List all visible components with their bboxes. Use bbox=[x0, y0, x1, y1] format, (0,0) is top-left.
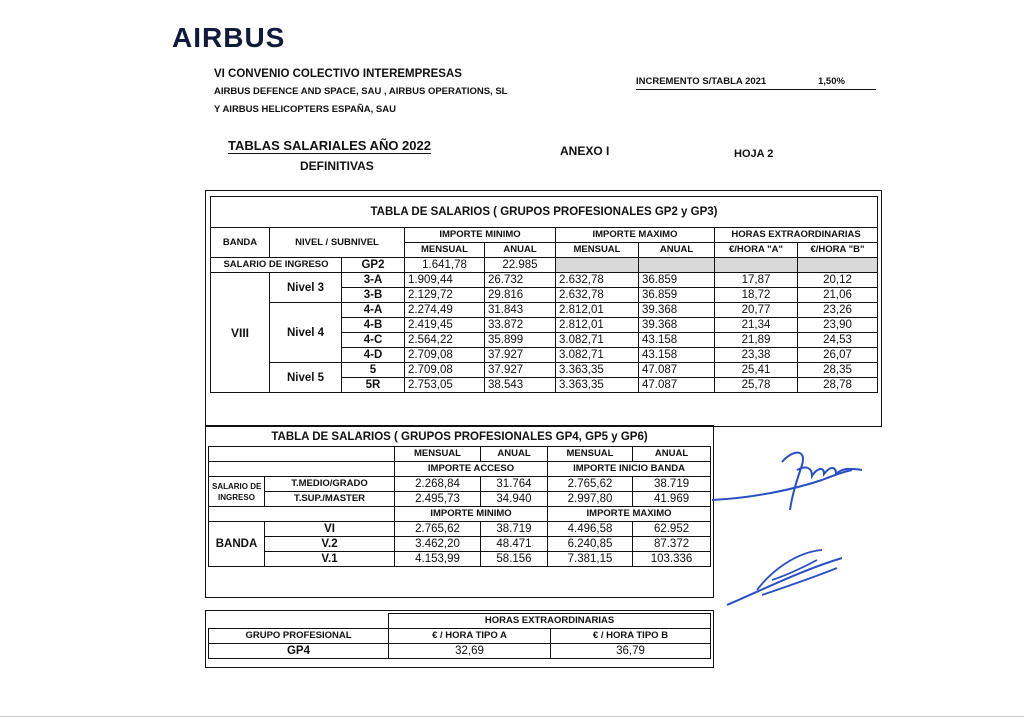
inicio-anual: 41.969 bbox=[633, 492, 711, 507]
page-subtitle: DEFINITIVAS bbox=[300, 159, 374, 173]
inicio-header: IMPORTE INICIO BANDA bbox=[548, 462, 711, 477]
tipo-b-header: € / HORA TIPO B bbox=[551, 629, 711, 644]
max-anual: 43.158 bbox=[639, 348, 715, 363]
ingreso-anual: 22.985 bbox=[485, 258, 556, 273]
table-row bbox=[209, 552, 711, 567]
subnivel: 5R bbox=[342, 378, 405, 393]
col-banda-header: BANDA bbox=[211, 228, 270, 258]
header-line2: AIRBUS DEFENCE AND SPACE, SAU , AIRBUS OPERATIONS, SL bbox=[214, 86, 508, 97]
max-mensual: 4.496,58 bbox=[548, 522, 633, 537]
blank-cell bbox=[209, 462, 395, 477]
banda-viii: VIII bbox=[211, 273, 270, 393]
min-anual: 58.156 bbox=[481, 552, 548, 567]
shaded-cell bbox=[639, 258, 715, 273]
mensual-header: MENSUAL bbox=[548, 447, 633, 462]
acceso-mensual: 2.268,84 bbox=[395, 477, 481, 492]
hora-b: 26,07 bbox=[798, 348, 878, 363]
banda-row-label: VI bbox=[265, 522, 395, 537]
increment-label: INCREMENTO S/TABLA 2021 bbox=[636, 76, 767, 87]
max-mensual: 3.363,35 bbox=[556, 378, 639, 393]
page-title: TABLAS SALARIALES AÑO 2022 bbox=[228, 138, 431, 153]
subnivel: 4-D bbox=[342, 348, 405, 363]
max-anual: 39.368 bbox=[639, 318, 715, 333]
min-anual: 38.543 bbox=[485, 378, 556, 393]
min-anual: 33.872 bbox=[485, 318, 556, 333]
banda-label: BANDA bbox=[209, 522, 265, 567]
anual-header: ANUAL bbox=[481, 447, 548, 462]
min-anual: 48.471 bbox=[481, 537, 548, 552]
blank-cell bbox=[209, 447, 395, 462]
max-anual: 103.336 bbox=[633, 552, 711, 567]
max-mensual: 3.082,71 bbox=[556, 348, 639, 363]
nivel-3-label: Nivel 3 bbox=[270, 273, 342, 303]
hora-a: 21,89 bbox=[715, 333, 798, 348]
inicio-mensual: 2.997,80 bbox=[548, 492, 633, 507]
max-mensual: 2.812,01 bbox=[556, 303, 639, 318]
max-mensual: 2.632,78 bbox=[556, 273, 639, 288]
max-anual: 47.087 bbox=[639, 378, 715, 393]
airbus-logo: AIRBUS bbox=[172, 22, 286, 53]
min-anual: 26.732 bbox=[485, 273, 556, 288]
tipo-a-header: € / HORA TIPO A bbox=[389, 629, 551, 644]
min-mensual: 2.274,49 bbox=[405, 303, 485, 318]
inicio-anual: 38.719 bbox=[633, 477, 711, 492]
header-line3: Y AIRBUS HELICOPTERS ESPAÑA, SAU bbox=[214, 104, 396, 115]
table-row bbox=[209, 522, 711, 537]
hora-b: 28,35 bbox=[798, 363, 878, 378]
maximo-header: IMPORTE MAXIMO bbox=[548, 507, 711, 522]
max-anual: 36.859 bbox=[639, 288, 715, 303]
grupo-header: GRUPO PROFESIONAL bbox=[209, 629, 389, 644]
hora-a: 18,72 bbox=[715, 288, 798, 303]
acceso-mensual: 2.495,73 bbox=[395, 492, 481, 507]
ingreso-label: SALARIO DE INGRESO bbox=[211, 258, 342, 273]
min-anual: 35.899 bbox=[485, 333, 556, 348]
min-mensual: 2.129,72 bbox=[405, 288, 485, 303]
min-anual: 31.843 bbox=[485, 303, 556, 318]
min-mensual: 2.709,08 bbox=[405, 348, 485, 363]
col-max-header: IMPORTE MAXIMO bbox=[556, 228, 715, 243]
overtime-table-gp4 bbox=[208, 613, 711, 659]
min-mensual: 2.564,22 bbox=[405, 333, 485, 348]
col-min-header: IMPORTE MINIMO bbox=[405, 228, 556, 243]
col-nivel-header: NIVEL / SUBNIVEL bbox=[270, 228, 405, 258]
max-mensual: 2.632,78 bbox=[556, 288, 639, 303]
salary-table-gp2-gp3 bbox=[210, 196, 878, 393]
inicio-mensual: 2.765,62 bbox=[548, 477, 633, 492]
sheet-label: HOJA 2 bbox=[734, 148, 774, 160]
table-row bbox=[209, 492, 711, 507]
hora-a-header: €/HORA "A" bbox=[715, 243, 798, 258]
ingreso-label-line2: INGRESO bbox=[218, 492, 255, 502]
subnivel: 4-B bbox=[342, 318, 405, 333]
ingreso-row-label: T.MEDIO/GRADO bbox=[265, 477, 395, 492]
banda-row-label: V.1 bbox=[265, 552, 395, 567]
min-mensual: 2.765,62 bbox=[395, 522, 481, 537]
ingreso-label-line1: SALARIO DE bbox=[212, 481, 262, 491]
min-mensual: 1.909,44 bbox=[405, 273, 485, 288]
salary-table-gp4-gp6 bbox=[208, 428, 711, 567]
hora-b: 24,53 bbox=[798, 333, 878, 348]
hora-a: 17,87 bbox=[715, 273, 798, 288]
min-mensual: 4.153,99 bbox=[395, 552, 481, 567]
min-anual: 37.927 bbox=[485, 363, 556, 378]
hora-b: 21,06 bbox=[798, 288, 878, 303]
increment-line bbox=[636, 76, 876, 90]
hora-b-header: €/HORA "B" bbox=[798, 243, 878, 258]
hora-a: 23,38 bbox=[715, 348, 798, 363]
nivel-5-label: Nivel 5 bbox=[270, 363, 342, 393]
increment-value: 1,50% bbox=[818, 76, 845, 87]
subnivel: 3-B bbox=[342, 288, 405, 303]
min-mensual: 3.462,20 bbox=[395, 537, 481, 552]
max-anual: 43.158 bbox=[639, 333, 715, 348]
hora-a: 25,78 bbox=[715, 378, 798, 393]
table-row bbox=[209, 537, 711, 552]
max-anual: 47.087 bbox=[639, 363, 715, 378]
min-anual: 38.719 bbox=[481, 522, 548, 537]
hora-a: 21,34 bbox=[715, 318, 798, 333]
shaded-cell bbox=[556, 258, 639, 273]
ingreso-label bbox=[209, 477, 265, 507]
max-mensual: 6.240,85 bbox=[548, 537, 633, 552]
subnivel: 3-A bbox=[342, 273, 405, 288]
table-row bbox=[211, 273, 878, 288]
grupo-value: GP4 bbox=[209, 644, 389, 659]
max-mensual: 7.381,15 bbox=[548, 552, 633, 567]
max-anual-header: ANUAL bbox=[639, 243, 715, 258]
ingreso-mensual: 1.641,78 bbox=[405, 258, 485, 273]
shaded-cell bbox=[715, 258, 798, 273]
max-anual: 87.372 bbox=[633, 537, 711, 552]
min-anual: 29.816 bbox=[485, 288, 556, 303]
subnivel: 5 bbox=[342, 363, 405, 378]
horas-header: HORAS EXTRAORDINARIAS bbox=[389, 614, 711, 629]
hora-b: 28,78 bbox=[798, 378, 878, 393]
table-row bbox=[209, 477, 711, 492]
min-mensual-header: MENSUAL bbox=[405, 243, 485, 258]
annex-label: ANEXO I bbox=[560, 144, 610, 158]
ingreso-code: GP2 bbox=[342, 258, 405, 273]
banda-row-label: V.2 bbox=[265, 537, 395, 552]
blank-cell bbox=[209, 614, 389, 629]
tipo-b-value: 36,79 bbox=[551, 644, 711, 659]
blank-cell bbox=[209, 507, 395, 522]
header-line1: VI CONVENIO COLECTIVO INTEREMPRESAS bbox=[214, 68, 462, 80]
hora-b: 20,12 bbox=[798, 273, 878, 288]
max-anual: 36.859 bbox=[639, 273, 715, 288]
table2-title: TABLA DE SALARIOS ( GRUPOS PROFESIONALES GP4, GP5 y GP6) bbox=[209, 428, 711, 447]
min-anual-header: ANUAL bbox=[485, 243, 556, 258]
min-mensual: 2.753,05 bbox=[405, 378, 485, 393]
shaded-cell bbox=[798, 258, 878, 273]
subnivel: 4-A bbox=[342, 303, 405, 318]
col-horas-header: HORAS EXTRAORDINARIAS bbox=[715, 228, 878, 243]
max-mensual: 2.812,01 bbox=[556, 318, 639, 333]
hora-b: 23,26 bbox=[798, 303, 878, 318]
acceso-header: IMPORTE ACCESO bbox=[395, 462, 548, 477]
tipo-a-value: 32,69 bbox=[389, 644, 551, 659]
hora-a: 25,41 bbox=[715, 363, 798, 378]
max-mensual: 3.363,35 bbox=[556, 363, 639, 378]
hora-b: 23,90 bbox=[798, 318, 878, 333]
subnivel: 4-C bbox=[342, 333, 405, 348]
table-row bbox=[209, 644, 711, 659]
minimo-header: IMPORTE MINIMO bbox=[395, 507, 548, 522]
table-row bbox=[211, 303, 878, 318]
hora-a: 20,77 bbox=[715, 303, 798, 318]
signature-mark bbox=[712, 440, 902, 620]
max-mensual: 3.082,71 bbox=[556, 333, 639, 348]
page-bottom-line bbox=[0, 716, 1024, 717]
table1-title: TABLA DE SALARIOS ( GRUPOS PROFESIONALES GP2 y GP3) bbox=[211, 197, 878, 228]
anual-header: ANUAL bbox=[633, 447, 711, 462]
table-row bbox=[211, 363, 878, 378]
acceso-anual: 31.764 bbox=[481, 477, 548, 492]
min-mensual: 2.419,45 bbox=[405, 318, 485, 333]
min-anual: 37.927 bbox=[485, 348, 556, 363]
max-mensual-header: MENSUAL bbox=[556, 243, 639, 258]
acceso-anual: 34.940 bbox=[481, 492, 548, 507]
mensual-header: MENSUAL bbox=[395, 447, 481, 462]
max-anual: 62.952 bbox=[633, 522, 711, 537]
ingreso-row-label: T.SUP./MASTER bbox=[265, 492, 395, 507]
max-anual: 39.368 bbox=[639, 303, 715, 318]
nivel-4-label: Nivel 4 bbox=[270, 303, 342, 363]
min-mensual: 2.709,08 bbox=[405, 363, 485, 378]
